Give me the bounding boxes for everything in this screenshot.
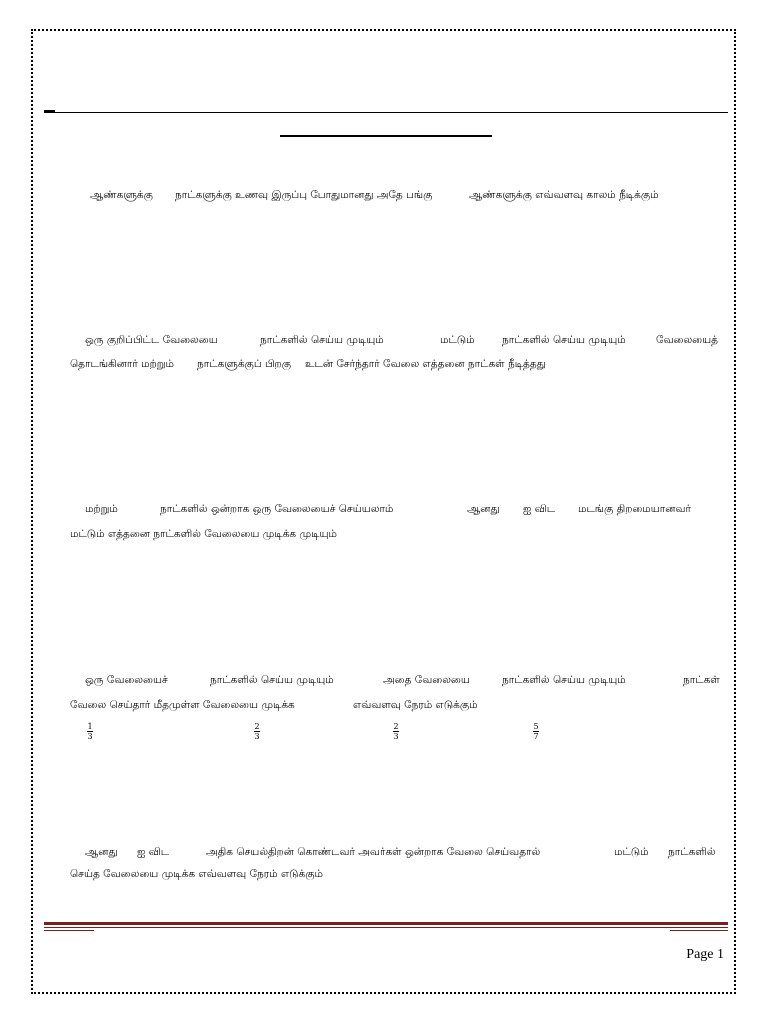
- q5-text-segment: செய்த வேலையை முடிக்க எவ்வளவு நேரம் எடுக்கும்: [70, 868, 323, 880]
- fraction-denominator: 3: [254, 732, 260, 741]
- fraction-numerator: 1: [87, 722, 93, 731]
- q2-text-segment: ஒரு குறிப்பிட்ட வேலையை: [85, 334, 218, 346]
- fraction-numerator: 5: [533, 722, 539, 731]
- footer-tab-left: [44, 930, 94, 931]
- q3-text-segment: ஐ விட: [523, 503, 556, 515]
- q1-text-segment: ஆண்களுக்கு: [90, 189, 153, 201]
- q4-text-segment: அதை வேலையை: [383, 674, 470, 686]
- q3-text-segment: மடங்கு திறமையானவர்: [578, 503, 691, 515]
- q3-text-segment: மட்டும் எத்தனை நாட்களில் வேலையை முடிக்க முடியும்: [70, 528, 337, 540]
- q3-text-segment: ஆனது: [467, 503, 500, 515]
- footer-rule: [44, 922, 728, 925]
- title-underline: [280, 135, 492, 137]
- q1-text-segment: நாட்களுக்கு உணவு இருப்பு போதுமானது அதே பங்கு: [175, 189, 433, 201]
- q2-text-segment: வேலையைத்: [656, 334, 718, 346]
- q2-text-segment: மட்டும்: [440, 334, 475, 346]
- q5-text-segment: ஐ விட: [137, 846, 170, 858]
- q3-text-segment: மற்றும்: [85, 503, 118, 515]
- q4-text-segment: நாட்கள்: [683, 674, 720, 686]
- q5-text-segment: மட்டும்: [614, 846, 649, 858]
- fraction-numerator: 2: [254, 722, 260, 731]
- q3-text-segment: நாட்களில் ஒன்றாக ஒரு வேலையைச் செய்யலாம்: [160, 503, 394, 515]
- fraction: [254, 722, 260, 741]
- q2-text-segment: நாட்களுக்குப் பிறகு: [197, 358, 291, 370]
- q2-text-segment: உடன் சேர்ந்தார் வேலை எத்தனை நாட்கள் நீடித்தது: [305, 358, 546, 370]
- q2-text-segment: தொடங்கினார் மற்றும்: [70, 358, 174, 370]
- q4-text-segment: எவ்வளவு நேரம் எடுக்கும்: [353, 699, 478, 711]
- fraction: [87, 722, 93, 741]
- q5-text-segment: அதிக செயல்திறன் கொண்டவர் அவர்கள் ஒன்றாக வேலை செய்வதால்: [206, 846, 541, 858]
- page-number: Page 1: [686, 947, 724, 962]
- q5-text-segment: நாட்களில்: [668, 846, 716, 858]
- fraction-denominator: 3: [393, 732, 399, 741]
- header-rule: [44, 112, 728, 113]
- fraction: [393, 722, 399, 741]
- q4-text-segment: ஒரு வேலையைச்: [85, 674, 168, 686]
- q4-text-segment: நாட்களில் செய்ய முடியும்: [210, 674, 334, 686]
- q2-text-segment: நாட்களில் செய்ய முடியும்: [260, 334, 384, 346]
- q5-text-segment: ஆனது: [85, 846, 118, 858]
- fraction-numerator: 2: [393, 722, 399, 731]
- footer-tab-right: [670, 930, 728, 931]
- q2-text-segment: நாட்களில் செய்ய முடியும்: [502, 334, 626, 346]
- q4-text-segment: நாட்களில் செய்ய முடியும்: [502, 674, 626, 686]
- fraction: [533, 722, 539, 741]
- fraction-denominator: 7: [533, 732, 539, 741]
- q4-text-segment: வேலை செய்தார் மீதமுள்ள வேலையை முடிக்க: [70, 699, 295, 711]
- footer-rule-thin: [44, 927, 728, 928]
- fraction-denominator: 3: [87, 732, 93, 741]
- q1-text-segment: ஆண்களுக்கு எவ்வளவு காலம் நீடிக்கும்: [469, 189, 659, 201]
